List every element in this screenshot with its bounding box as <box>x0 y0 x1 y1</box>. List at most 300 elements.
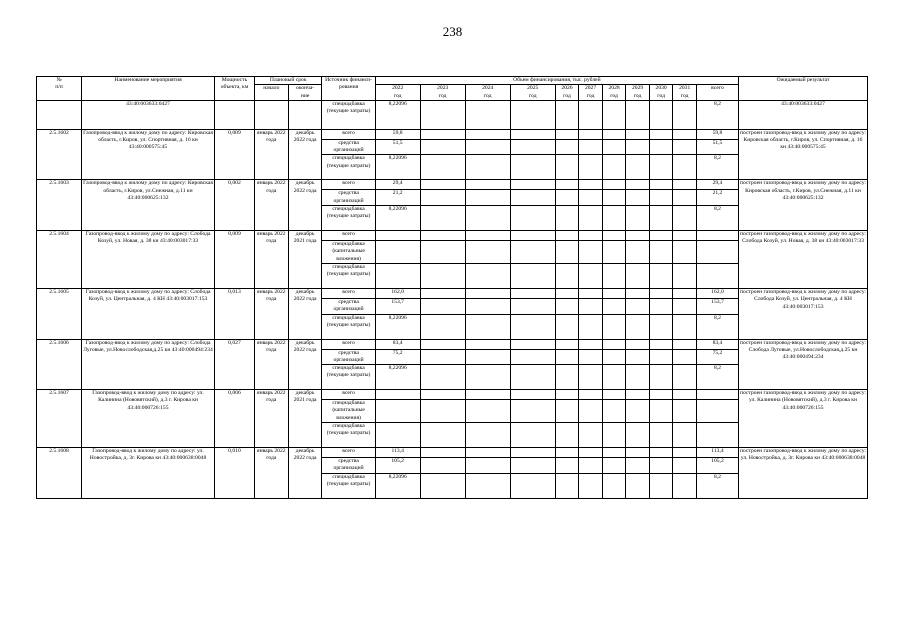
item-year-empty <box>649 473 673 498</box>
item-source: всего <box>322 339 375 349</box>
item-y2022: 8,22096 <box>375 155 420 180</box>
header-term: Плановый срок <box>254 77 322 85</box>
item-end: декабрь 2022 года <box>288 288 322 339</box>
item-year-empty <box>510 139 555 155</box>
header-year: 2025 год <box>510 85 555 101</box>
item-start: январь 2022 года <box>254 448 288 499</box>
item-start: январь 2022 года <box>254 339 288 390</box>
carry-y2022: 8,22096 <box>375 100 420 129</box>
item-source: всего <box>322 390 375 400</box>
item-year-empty <box>579 448 603 458</box>
item-year-empty <box>555 263 579 288</box>
item-total: 8,2 <box>696 155 738 180</box>
item-year-empty <box>555 190 579 206</box>
item-year-empty <box>673 180 697 190</box>
item-year-empty <box>555 448 579 458</box>
item-year-empty <box>602 339 626 349</box>
item-year-empty <box>510 241 555 264</box>
item-year-empty <box>579 400 603 423</box>
carry-year-empty <box>602 100 626 129</box>
item-source: средства организаций <box>322 139 375 155</box>
item-year-empty <box>602 190 626 206</box>
item-year-empty <box>510 298 555 314</box>
item-year-empty <box>673 473 697 498</box>
item-no: 2.5.1606 <box>37 339 82 390</box>
item-year-empty <box>602 390 626 400</box>
item-year-empty <box>579 206 603 231</box>
item-result: построен газопровод-ввод к жилому дому по адресу: Кировская область, г.Киров, ул. Спортивная, д. 16 кн 43:40:000575:45 <box>739 129 868 180</box>
item-year-empty <box>555 349 579 365</box>
item-year-empty <box>602 314 626 339</box>
item-year-empty <box>626 314 650 339</box>
item-year-empty <box>510 458 555 474</box>
item-result: построен газопровод-ввод к жилому дому по адресу: ул. Новостройка, д. 3г. Кирова кн 43:40:000638:0048 <box>739 448 868 499</box>
carry-end <box>288 100 322 129</box>
item-year-empty <box>579 390 603 400</box>
item-year-empty <box>649 423 673 448</box>
item-source: спецнадбавка (текущие затраты) <box>322 473 375 498</box>
item-y2022: 8,22096 <box>375 365 420 390</box>
item-year-empty <box>579 458 603 474</box>
header-power: Мощность объекта, км <box>215 77 255 101</box>
item-year-empty <box>673 241 697 264</box>
item-year-empty <box>673 339 697 349</box>
item-year-empty <box>420 349 465 365</box>
item-year-empty <box>465 314 510 339</box>
item-total: 29,4 <box>696 180 738 190</box>
item-source: средства организаций <box>322 349 375 365</box>
item-year-empty <box>420 231 465 241</box>
item-year-empty <box>465 423 510 448</box>
item-source: спецнадбавка (текущие затраты) <box>322 423 375 448</box>
item-year-empty <box>555 298 579 314</box>
item-year-empty <box>649 458 673 474</box>
carry-year-empty <box>510 100 555 129</box>
carry-source: спецнадбавка (текущие затраты) <box>322 100 375 129</box>
item-no: 2.5.1607 <box>37 390 82 448</box>
item-year-empty <box>510 349 555 365</box>
table-row <box>37 448 868 458</box>
item-no: 2.5.1604 <box>37 231 82 289</box>
item-y2022: 83,4 <box>375 339 420 349</box>
item-year-empty <box>510 365 555 390</box>
item-year-empty <box>649 263 673 288</box>
item-year-empty <box>555 241 579 264</box>
carry-total: 8,2 <box>696 100 738 129</box>
header-name: Наименование мероприятия <box>82 77 215 101</box>
item-year-empty <box>602 155 626 180</box>
item-year-empty <box>579 365 603 390</box>
item-year-empty <box>465 180 510 190</box>
table-row <box>37 231 868 241</box>
header-row <box>37 77 868 85</box>
item-total <box>696 400 738 423</box>
item-year-empty <box>602 241 626 264</box>
header-year: 2029 год <box>626 85 650 101</box>
item-total: 83,4 <box>696 339 738 349</box>
item-end: декабрь 2022 года <box>288 339 322 390</box>
item-year-empty <box>510 263 555 288</box>
item-year-empty <box>579 129 603 139</box>
item-year-empty <box>465 155 510 180</box>
item-source: спецнадбавка (текущие затраты) <box>322 314 375 339</box>
item-year-empty <box>420 390 465 400</box>
item-year-empty <box>579 155 603 180</box>
item-year-empty <box>602 349 626 365</box>
item-year-empty <box>626 400 650 423</box>
header-year: 2031 год <box>673 85 697 101</box>
item-year-empty <box>510 448 555 458</box>
item-year-empty <box>649 400 673 423</box>
table-row <box>37 129 868 139</box>
item-total: 8,2 <box>696 206 738 231</box>
item-year-empty <box>465 231 510 241</box>
item-year-empty <box>602 206 626 231</box>
item-year-empty <box>420 314 465 339</box>
carry-year-empty <box>555 100 579 129</box>
item-year-empty <box>649 288 673 298</box>
item-no: 2.5.1608 <box>37 448 82 499</box>
item-year-empty <box>420 298 465 314</box>
item-year-empty <box>673 458 697 474</box>
item-source: средства организаций <box>322 298 375 314</box>
item-year-empty <box>465 190 510 206</box>
item-year-empty <box>626 190 650 206</box>
item-year-empty <box>420 206 465 231</box>
item-source: всего <box>322 448 375 458</box>
item-name: Газопровод-ввод к жилому дому по адресу: Слобода Луговые, ул.Новослободская,д.25 кн 43:40:000494:234 <box>82 339 215 390</box>
item-year-empty <box>673 400 697 423</box>
item-year-empty <box>465 400 510 423</box>
header-result: Ожидаемый результат <box>739 77 868 101</box>
carry-year-empty <box>673 100 697 129</box>
item-year-empty <box>555 458 579 474</box>
carry-row <box>37 100 868 129</box>
item-year-empty <box>602 448 626 458</box>
item-total: 162,0 <box>696 288 738 298</box>
item-result: построен газопровод-ввод к жилому дому по адресу: Слобода Козуй, ул. Центральная, д. 4 КН 43:40:003017:153 <box>739 288 868 339</box>
item-year-empty <box>510 180 555 190</box>
item-year-empty <box>673 155 697 180</box>
header-volume: Объем финансирования, тыс. рублей <box>375 77 738 85</box>
item-end: декабрь 2021 года <box>288 231 322 289</box>
item-year-empty <box>465 339 510 349</box>
item-year-empty <box>626 206 650 231</box>
item-y2022 <box>375 231 420 241</box>
item-year-empty <box>602 129 626 139</box>
item-year-empty <box>555 423 579 448</box>
item-year-empty <box>626 423 650 448</box>
item-year-empty <box>420 180 465 190</box>
item-year-empty <box>579 288 603 298</box>
item-year-empty <box>602 423 626 448</box>
header-year: 2030 год <box>649 85 673 101</box>
item-y2022: 8,22096 <box>375 473 420 498</box>
item-year-empty <box>420 473 465 498</box>
carry-year-empty <box>626 100 650 129</box>
item-power: 0,013 <box>215 288 255 339</box>
item-start: январь 2022 года <box>254 231 288 289</box>
item-source: спецнадбавка (текущие затраты) <box>322 365 375 390</box>
item-power: 0,027 <box>215 339 255 390</box>
item-year-empty <box>649 129 673 139</box>
item-year-empty <box>465 241 510 264</box>
item-y2022: 113,4 <box>375 448 420 458</box>
item-total: 153,7 <box>696 298 738 314</box>
item-source: всего <box>322 180 375 190</box>
item-y2022 <box>375 400 420 423</box>
header-year: 2024 год <box>465 85 510 101</box>
item-year-empty <box>420 400 465 423</box>
table-row <box>37 180 868 190</box>
item-year-empty <box>510 155 555 180</box>
item-year-empty <box>579 139 603 155</box>
table-row <box>37 288 868 298</box>
item-y2022: 8,22096 <box>375 314 420 339</box>
item-year-empty <box>649 155 673 180</box>
carry-name: 43:40:003633:0427 <box>82 100 215 129</box>
item-year-empty <box>465 349 510 365</box>
item-year-empty <box>420 263 465 288</box>
item-year-empty <box>510 231 555 241</box>
item-name: Газопровод-ввод к жилому дому по адресу: ул. Калинина (Нововятский), д.3 г. Кирова кн 43:40:000726:155 <box>82 390 215 448</box>
item-year-empty <box>649 365 673 390</box>
item-year-empty <box>626 349 650 365</box>
item-total: 21,2 <box>696 190 738 206</box>
item-y2022: 75,2 <box>375 349 420 365</box>
item-year-empty <box>673 263 697 288</box>
carry-power <box>215 100 255 129</box>
item-year-empty <box>420 339 465 349</box>
item-year-empty <box>420 423 465 448</box>
item-year-empty <box>555 339 579 349</box>
item-source: средства организаций <box>322 458 375 474</box>
header-source: Источник финанси- рования <box>322 77 375 101</box>
item-year-empty <box>579 314 603 339</box>
item-no: 2.5.1603 <box>37 180 82 231</box>
item-year-empty <box>649 339 673 349</box>
item-end: декабрь 2022 года <box>288 448 322 499</box>
item-year-empty <box>673 190 697 206</box>
item-year-empty <box>510 190 555 206</box>
item-year-empty <box>649 139 673 155</box>
item-end: декабрь 2021 года <box>288 390 322 448</box>
header-term-end: оконча- ние <box>288 85 322 101</box>
item-year-empty <box>626 231 650 241</box>
item-year-empty <box>579 339 603 349</box>
item-year-empty <box>649 390 673 400</box>
item-start: январь 2022 года <box>254 390 288 448</box>
item-y2022: 21,2 <box>375 190 420 206</box>
page-number: 238 <box>442 24 463 39</box>
item-y2022 <box>375 390 420 400</box>
item-y2022 <box>375 241 420 264</box>
item-year-empty <box>602 298 626 314</box>
header-year: 2026 год <box>555 85 579 101</box>
item-source: спецнадбавка (текущие затраты) <box>322 206 375 231</box>
item-total: 8,2 <box>696 365 738 390</box>
item-y2022: 105,2 <box>375 458 420 474</box>
item-year-empty <box>579 349 603 365</box>
item-source: спецнадбавка (капитальные вложения) <box>322 241 375 264</box>
item-year-empty <box>626 129 650 139</box>
item-year-empty <box>465 139 510 155</box>
item-year-empty <box>579 231 603 241</box>
item-year-empty <box>602 231 626 241</box>
item-year-empty <box>626 298 650 314</box>
item-source: всего <box>322 288 375 298</box>
item-year-empty <box>649 314 673 339</box>
item-year-empty <box>510 339 555 349</box>
item-year-empty <box>649 231 673 241</box>
item-year-empty <box>626 155 650 180</box>
item-year-empty <box>673 129 697 139</box>
item-year-empty <box>465 263 510 288</box>
item-year-empty <box>626 339 650 349</box>
item-year-empty <box>555 314 579 339</box>
item-year-empty <box>555 400 579 423</box>
item-power: 0,009 <box>215 129 255 180</box>
item-power: 0,002 <box>215 180 255 231</box>
item-year-empty <box>602 365 626 390</box>
item-year-empty <box>579 298 603 314</box>
carry-year-empty <box>579 100 603 129</box>
item-year-empty <box>510 129 555 139</box>
item-year-empty <box>649 206 673 231</box>
item-source: спецнадбавка (капитальные вложения) <box>322 400 375 423</box>
item-year-empty <box>579 263 603 288</box>
item-year-empty <box>626 241 650 264</box>
item-year-empty <box>579 423 603 448</box>
header-term-start: начало <box>254 85 288 101</box>
table-row <box>37 390 868 400</box>
header-year: 2023 год <box>420 85 465 101</box>
item-total: 75,2 <box>696 349 738 365</box>
item-year-empty <box>465 473 510 498</box>
item-end: декабрь 2022 года <box>288 129 322 180</box>
item-y2022: 8,22096 <box>375 206 420 231</box>
item-year-empty <box>602 400 626 423</box>
item-year-empty <box>510 206 555 231</box>
item-year-empty <box>465 448 510 458</box>
item-year-empty <box>510 314 555 339</box>
item-year-empty <box>465 458 510 474</box>
item-total <box>696 390 738 400</box>
item-year-empty <box>673 365 697 390</box>
item-year-empty <box>555 139 579 155</box>
item-year-empty <box>602 180 626 190</box>
item-year-empty <box>602 288 626 298</box>
item-name: Газопровод-ввод к жилому дому по адресу: ул. Новостройка, д. 3г. Кирова кн 43:40:000638:0048 <box>82 448 215 499</box>
item-year-empty <box>626 473 650 498</box>
item-year-empty <box>673 231 697 241</box>
item-total: 8,2 <box>696 473 738 498</box>
item-year-empty <box>465 129 510 139</box>
item-year-empty <box>555 390 579 400</box>
item-year-empty <box>420 139 465 155</box>
item-y2022: 59,8 <box>375 129 420 139</box>
item-year-empty <box>673 314 697 339</box>
item-year-empty <box>555 288 579 298</box>
item-year-empty <box>673 423 697 448</box>
item-year-empty <box>555 231 579 241</box>
item-source: всего <box>322 129 375 139</box>
item-year-empty <box>420 448 465 458</box>
item-no: 2.5.1605 <box>37 288 82 339</box>
item-source: спецнадбавка (текущие затраты) <box>322 263 375 288</box>
item-year-empty <box>673 390 697 400</box>
item-year-empty <box>555 155 579 180</box>
item-total: 113,4 <box>696 448 738 458</box>
header-total: всего <box>696 85 738 101</box>
item-result: построен газопровод-ввод к жилому дому по адресу: Кировская область, г.Киров, ул.Снежная, д.11 кн 43:40:000625:132 <box>739 180 868 231</box>
carry-result: 43:40:003633:0427 <box>739 100 868 129</box>
item-year-empty <box>626 139 650 155</box>
item-year-empty <box>579 180 603 190</box>
item-year-empty <box>602 473 626 498</box>
item-year-empty <box>579 190 603 206</box>
item-year-empty <box>420 458 465 474</box>
item-year-empty <box>465 365 510 390</box>
item-power: 0,006 <box>215 390 255 448</box>
item-year-empty <box>626 288 650 298</box>
item-source: всего <box>322 231 375 241</box>
carry-no <box>37 100 82 129</box>
item-year-empty <box>626 448 650 458</box>
item-year-empty <box>510 400 555 423</box>
item-start: январь 2022 года <box>254 180 288 231</box>
item-year-empty <box>626 263 650 288</box>
item-total <box>696 231 738 241</box>
item-year-empty <box>649 241 673 264</box>
item-total <box>696 263 738 288</box>
item-source: спецнадбавка (текущие затраты) <box>322 155 375 180</box>
item-year-empty <box>602 139 626 155</box>
item-y2022: 51,5 <box>375 139 420 155</box>
item-year-empty <box>626 365 650 390</box>
carry-year-empty <box>420 100 465 129</box>
item-year-empty <box>420 155 465 180</box>
financing-table <box>36 76 868 499</box>
table-row <box>37 339 868 349</box>
item-year-empty <box>673 448 697 458</box>
item-y2022 <box>375 423 420 448</box>
item-year-empty <box>420 129 465 139</box>
carry-year-empty <box>465 100 510 129</box>
item-year-empty <box>579 473 603 498</box>
item-result: построен газопровод-ввод к жилому дому по адресу: Слобода Луговые, ул.Новослободская,д.25 кн 43:40:000494:234 <box>739 339 868 390</box>
item-year-empty <box>626 458 650 474</box>
item-total: 59,8 <box>696 129 738 139</box>
item-total: 8,2 <box>696 314 738 339</box>
item-power: 0,009 <box>215 231 255 289</box>
item-y2022: 162,0 <box>375 288 420 298</box>
item-y2022: 153,7 <box>375 298 420 314</box>
item-total: 51,5 <box>696 139 738 155</box>
item-result: построен газопровод-ввод к жилому дому по адресу: ул. Калинина (Нововятский), д.3 г. Кирова кн 43:40:000726:155 <box>739 390 868 448</box>
item-year-empty <box>673 298 697 314</box>
item-year-empty <box>465 206 510 231</box>
item-year-empty <box>510 288 555 298</box>
item-year-empty <box>579 241 603 264</box>
item-year-empty <box>673 349 697 365</box>
item-year-empty <box>465 288 510 298</box>
item-year-empty <box>649 190 673 206</box>
item-no: 2.5.1602 <box>37 129 82 180</box>
item-year-empty <box>510 390 555 400</box>
carry-year-empty <box>649 100 673 129</box>
item-year-empty <box>649 349 673 365</box>
